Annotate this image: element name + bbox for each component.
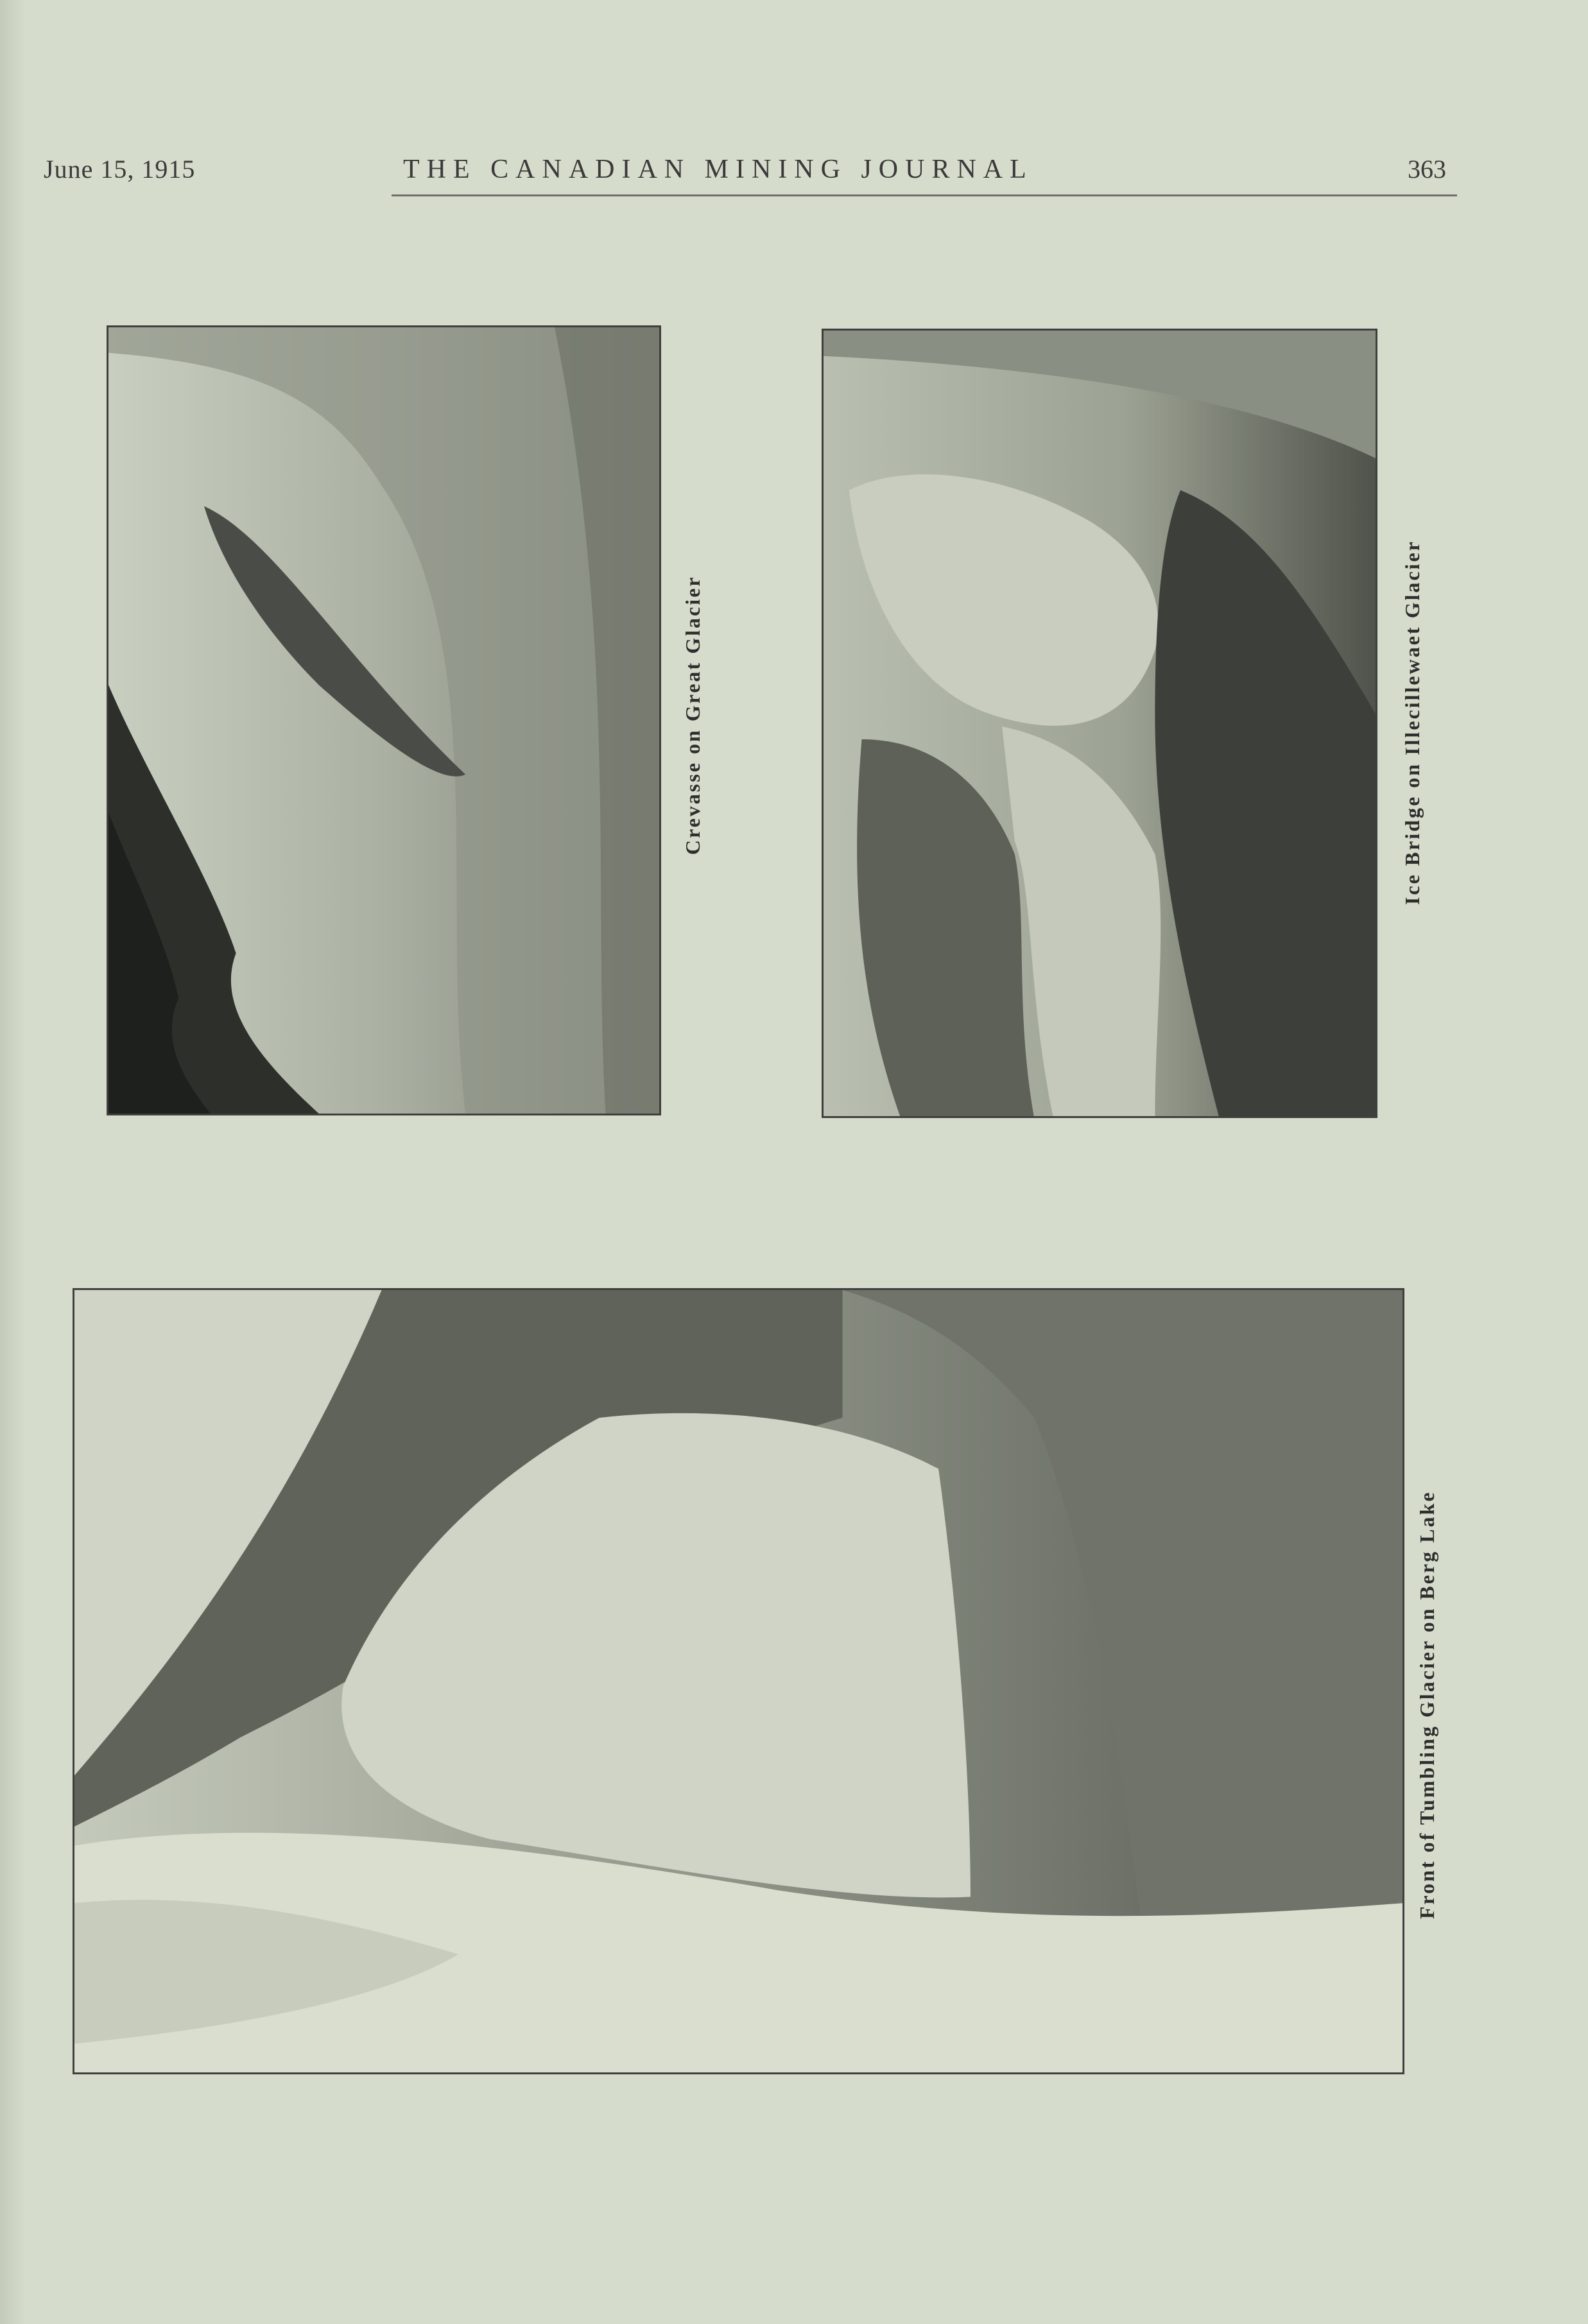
- caption-crevasse: Crevasse on Great Glacier: [681, 575, 704, 855]
- page-header: [0, 154, 1588, 193]
- journal-title: THE CANADIAN MINING JOURNAL: [403, 155, 1033, 184]
- photo-tumbling-glacier-image: [74, 1290, 1402, 2072]
- issue-date: June 15, 1915: [44, 155, 196, 184]
- photo-ice-bridge-image: [824, 331, 1376, 1116]
- photo-ice-bridge: [822, 329, 1377, 1118]
- caption-ice-bridge: Ice Bridge on Illecillewaet Glacier: [1401, 540, 1424, 905]
- photo-crevasse: [107, 325, 661, 1115]
- photo-tumbling-glacier: [73, 1288, 1404, 2074]
- header-rule: [392, 194, 1457, 196]
- page-number: 363: [1408, 155, 1446, 184]
- caption-tumbling-glacier: Front of Tumbling Glacier on Berg Lake: [1415, 1490, 1438, 1919]
- page-edge-shadow: [0, 0, 26, 2324]
- photo-crevasse-image: [108, 327, 659, 1114]
